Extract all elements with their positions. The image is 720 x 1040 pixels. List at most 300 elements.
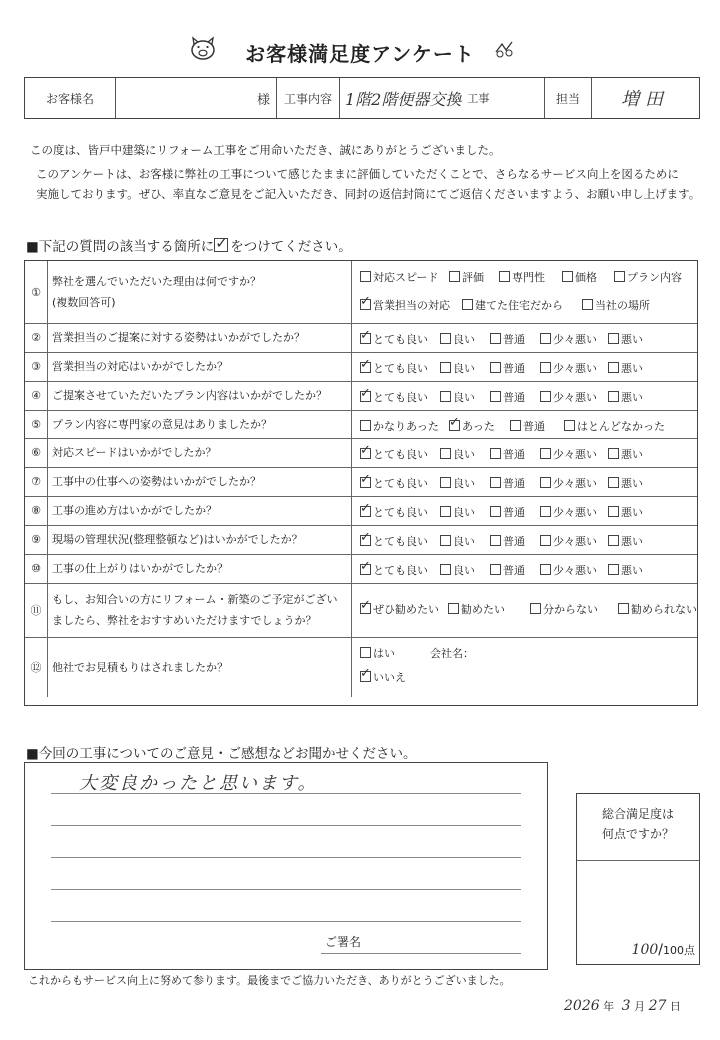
checkbox[interactable] xyxy=(360,294,371,310)
checkbox[interactable] xyxy=(440,391,451,402)
answer-option[interactable] xyxy=(608,331,643,347)
answer-option-label: 普通 xyxy=(503,362,525,375)
answer-option-label: 少々悪い xyxy=(553,448,597,461)
answer-option-label: 普通 xyxy=(503,391,525,404)
answer-option[interactable] xyxy=(490,562,525,578)
question-text xyxy=(48,261,348,323)
check-mark-icon: ✓ xyxy=(360,386,371,401)
answer-option-label: 分からない xyxy=(543,603,598,616)
answer-option[interactable] xyxy=(462,297,563,313)
checkbox[interactable] xyxy=(360,472,371,488)
answer-option[interactable] xyxy=(540,533,597,549)
checkbox[interactable] xyxy=(499,271,510,282)
question-text xyxy=(48,554,348,583)
survey-row xyxy=(25,496,697,526)
answer-option[interactable] xyxy=(540,504,597,520)
signature-label: ご署名 xyxy=(325,935,362,949)
answer-option-label: とても良い xyxy=(373,506,428,519)
flower-decoration-icon xyxy=(492,38,516,60)
staff-value: 増田 xyxy=(621,89,669,110)
answer-option[interactable] xyxy=(540,360,597,376)
answer-option-label: 悪い xyxy=(621,391,643,404)
question-number: ⑤ xyxy=(25,410,48,438)
answer-option-label: 少々悪い xyxy=(553,362,597,375)
question-text-line: 営業担当のご提案に対する姿勢はいかがでしたか？ xyxy=(52,331,305,344)
answer-option[interactable] xyxy=(499,269,545,285)
question-number: ⑩ xyxy=(25,554,48,583)
checkbox[interactable] xyxy=(449,415,460,431)
checkbox-sample-icon xyxy=(214,234,228,252)
answer-options xyxy=(351,438,697,467)
checkbox[interactable] xyxy=(360,386,371,402)
comments-text: 大変良かったと思います。 xyxy=(79,773,318,794)
check-mark-icon: ✓ xyxy=(360,530,371,545)
comment-line xyxy=(51,793,521,794)
answer-option-label: 悪い xyxy=(621,448,643,461)
answer-options xyxy=(351,554,697,583)
checkbox[interactable] xyxy=(448,603,459,614)
checkbox[interactable] xyxy=(530,603,541,614)
check-mark-icon: ✓ xyxy=(360,666,371,681)
answer-option[interactable] xyxy=(440,331,475,347)
answer-option[interactable] xyxy=(490,331,525,347)
question-text xyxy=(48,583,348,637)
question-text-line: (複数回答可) xyxy=(52,296,116,309)
checkbox[interactable] xyxy=(360,420,371,431)
answer-option[interactable] xyxy=(562,269,597,285)
checkbox[interactable] xyxy=(440,362,451,373)
customer-name-label: お客様名 xyxy=(45,91,94,106)
answer-option-label: 良い xyxy=(453,448,475,461)
checkbox[interactable] xyxy=(540,506,551,517)
question-text xyxy=(48,467,348,496)
answer-option-label: 普通 xyxy=(503,333,525,346)
checkbox[interactable] xyxy=(440,448,451,459)
answer-option-label: 良い xyxy=(453,391,475,404)
answer-option[interactable] xyxy=(360,598,439,617)
answer-option[interactable] xyxy=(449,415,495,434)
comment-line xyxy=(51,921,521,922)
signature-line[interactable] xyxy=(321,953,521,954)
answer-option-label: とても良い xyxy=(373,477,428,490)
checkbox[interactable] xyxy=(582,299,593,310)
question-text-line: 営業担当の対応はいかがでしたか？ xyxy=(52,360,228,373)
answer-option-label: 悪い xyxy=(621,535,643,548)
answer-option-label: 普通 xyxy=(523,420,545,433)
answer-option-label: 普通 xyxy=(503,535,525,548)
answer-option[interactable] xyxy=(360,666,406,685)
question-number: ② xyxy=(25,323,48,352)
work-suffix: 工事 xyxy=(467,92,490,105)
checkbox[interactable] xyxy=(608,448,619,459)
answer-option-label: 当社の場所 xyxy=(595,299,650,312)
comment-line xyxy=(51,825,521,826)
question-text-line: 工事の仕上がりはいかがでしたか？ xyxy=(52,562,228,575)
answer-option[interactable] xyxy=(540,446,597,462)
checkbox[interactable] xyxy=(360,598,371,614)
checkbox[interactable] xyxy=(440,535,451,546)
checkbox[interactable] xyxy=(490,391,501,402)
survey-row xyxy=(25,323,697,353)
answer-option[interactable] xyxy=(440,389,475,405)
question-number: ⑦ xyxy=(25,467,48,496)
answer-option[interactable] xyxy=(440,446,475,462)
answer-option-label: あった xyxy=(462,420,495,433)
check-mark-icon: ✓ xyxy=(360,598,371,613)
answer-option-label: 良い xyxy=(453,535,475,548)
checkbox[interactable] xyxy=(540,564,551,575)
question-text xyxy=(48,438,348,467)
checkbox[interactable] xyxy=(562,271,573,282)
checkbox[interactable] xyxy=(540,391,551,402)
checkbox[interactable] xyxy=(618,603,629,614)
question-text xyxy=(48,410,348,438)
question-number: ① xyxy=(25,261,48,323)
checkbox[interactable] xyxy=(490,506,501,517)
answer-option-label: 普通 xyxy=(503,564,525,577)
page-title: お客様満足度アンケート xyxy=(245,42,475,66)
checkbox[interactable] xyxy=(608,535,619,546)
checkbox[interactable] xyxy=(608,333,619,344)
answer-option-label: 勧めたい xyxy=(461,603,505,616)
staff-cell[interactable] xyxy=(591,78,699,118)
staff-label-cell xyxy=(545,78,592,118)
answer-option-label: 普通 xyxy=(503,506,525,519)
survey-heading-post: をつけてください。 xyxy=(230,239,352,255)
question-text xyxy=(48,323,348,352)
answer-option[interactable] xyxy=(540,331,597,347)
answer-option-label: 建てた住宅だから xyxy=(475,299,563,312)
answer-option[interactable] xyxy=(360,501,428,520)
answer-option[interactable] xyxy=(490,504,525,520)
question-text xyxy=(48,637,348,697)
answer-option-label: とても良い xyxy=(373,535,428,548)
answer-option[interactable] xyxy=(360,559,428,578)
question-text xyxy=(48,525,348,554)
comment-line xyxy=(51,889,521,890)
check-mark-icon: ✓ xyxy=(360,443,371,458)
answer-option-label: 対応スピード xyxy=(373,271,439,284)
work-label-cell xyxy=(277,78,340,118)
checkbox[interactable] xyxy=(490,333,501,344)
answer-option-label: 良い xyxy=(453,362,475,375)
intro-line-1: この度は、皆戸中建築にリフォーム工事をご用命いただき、誠にありがとうございました。 xyxy=(30,143,501,157)
answer-option-label: とても良い xyxy=(373,448,428,461)
question-text-line: ましたら、弊社をおすすめいただけますでしょうか？ xyxy=(52,614,317,627)
answer-option-label: 営業担当の対応 xyxy=(373,299,450,312)
score-question-line-2: 何点ですか？ xyxy=(601,827,674,841)
answer-options xyxy=(351,637,697,697)
date-month-unit: 月 xyxy=(634,1000,646,1013)
survey-row xyxy=(25,438,697,468)
checkbox[interactable] xyxy=(490,535,501,546)
answer-option[interactable] xyxy=(440,504,475,520)
answer-options xyxy=(351,525,697,554)
checkbox[interactable] xyxy=(614,271,625,282)
date-year: 2026 xyxy=(564,998,600,1014)
answer-option-label: 少々悪い xyxy=(553,391,597,404)
answer-options xyxy=(351,261,697,323)
answer-option[interactable] xyxy=(608,504,643,520)
answer-option[interactable] xyxy=(582,297,650,313)
answer-option[interactable] xyxy=(540,475,597,491)
question-text xyxy=(48,381,348,410)
question-text-line: もし、お知合いの方にリフォーム・新築のご予定がござい xyxy=(52,593,338,606)
answer-option[interactable] xyxy=(530,601,598,617)
checkbox[interactable] xyxy=(540,362,551,373)
checkbox[interactable] xyxy=(360,271,371,282)
answer-option-label: 良い xyxy=(453,506,475,519)
answer-option-label: プラン内容 xyxy=(627,271,682,284)
checkbox[interactable] xyxy=(564,420,575,431)
checkbox[interactable] xyxy=(540,535,551,546)
answer-option-label: 価格 xyxy=(575,271,597,284)
answer-option-label: 普通 xyxy=(503,477,525,490)
check-mark-icon: ✓ xyxy=(360,328,371,343)
score-divider xyxy=(577,860,699,861)
checkbox[interactable] xyxy=(440,477,451,488)
answer-option[interactable] xyxy=(360,357,428,376)
date-day-unit: 日 xyxy=(669,1000,681,1013)
checkbox[interactable] xyxy=(360,357,371,373)
answer-option[interactable] xyxy=(618,601,697,617)
answer-option-label: はとんどなかった xyxy=(577,420,665,433)
work-content-value: 1階2階便器交換 xyxy=(345,89,462,109)
question-number: ⑪ xyxy=(25,583,48,637)
checkbox[interactable] xyxy=(490,448,501,459)
question-number: ⑥ xyxy=(25,438,48,467)
date-day: 27 xyxy=(648,998,667,1014)
customer-name-label-cell xyxy=(25,78,116,118)
checkbox[interactable] xyxy=(608,564,619,575)
answer-options xyxy=(351,381,697,410)
answer-option[interactable] xyxy=(440,562,475,578)
answer-option[interactable] xyxy=(440,360,475,376)
checkbox[interactable] xyxy=(608,506,619,517)
checkbox[interactable] xyxy=(490,564,501,575)
checkbox[interactable] xyxy=(360,647,371,658)
answer-option-label: 良い xyxy=(453,333,475,346)
check-mark-icon: ✓ xyxy=(360,357,371,372)
overall-score-box xyxy=(576,793,700,965)
checkbox[interactable] xyxy=(360,328,371,344)
question-text xyxy=(48,352,348,381)
intro-line-3: 実施しております。ぜひ、率直なご意見をご記入いただき、同封の返信封筒にてご返信くださいますよう、お願い申し上げます。 xyxy=(36,187,701,201)
question-number: ⑨ xyxy=(25,525,48,554)
answer-option[interactable] xyxy=(608,446,643,462)
answer-options xyxy=(351,323,697,352)
answer-option[interactable] xyxy=(490,360,525,376)
survey-row xyxy=(25,554,697,584)
answer-options xyxy=(351,352,697,381)
customer-name-cell[interactable] xyxy=(115,78,277,118)
answer-option[interactable] xyxy=(360,386,428,405)
answer-option-label: 普通 xyxy=(503,448,525,461)
answer-option-label: 少々悪い xyxy=(553,506,597,519)
answer-option-label: いいえ xyxy=(373,671,406,684)
survey-row xyxy=(25,381,697,411)
checkbox[interactable] xyxy=(608,391,619,402)
checkbox[interactable] xyxy=(540,477,551,488)
answer-option[interactable] xyxy=(490,389,525,405)
question-text xyxy=(48,496,348,525)
question-text-line: 工事中の仕事への姿勢はいかがでしたか？ xyxy=(52,475,261,488)
survey-row xyxy=(25,410,697,439)
checkbox[interactable] xyxy=(360,559,371,575)
survey-row xyxy=(25,261,697,324)
checkbox[interactable] xyxy=(608,477,619,488)
score-suffix: 100点 xyxy=(663,944,695,957)
answer-option[interactable] xyxy=(608,360,643,376)
answer-option[interactable] xyxy=(614,269,682,285)
answer-option[interactable] xyxy=(540,389,597,405)
checkbox[interactable] xyxy=(360,530,371,546)
answer-option-label: 良い xyxy=(453,564,475,577)
answer-option[interactable] xyxy=(608,533,643,549)
checkbox[interactable] xyxy=(540,333,551,344)
answer-option[interactable] xyxy=(540,562,597,578)
score-question xyxy=(577,804,699,844)
answer-option-label: 評価 xyxy=(462,271,484,284)
answer-option-label: 少々悪い xyxy=(553,564,597,577)
checkbox[interactable] xyxy=(462,299,473,310)
check-mark-icon: ✓ xyxy=(360,501,371,516)
comment-line xyxy=(51,857,521,858)
answer-option[interactable] xyxy=(490,446,525,462)
answer-options xyxy=(351,467,697,496)
survey-row xyxy=(25,467,697,497)
answer-option[interactable] xyxy=(440,475,475,491)
answer-option-label: とても良い xyxy=(373,333,428,346)
answer-option-label: 少々悪い xyxy=(553,477,597,490)
answer-option[interactable] xyxy=(360,443,428,462)
answer-options xyxy=(351,496,697,525)
answer-option-label: 少々悪い xyxy=(553,535,597,548)
check-mark-icon: ✓ xyxy=(360,294,371,309)
checkbox[interactable] xyxy=(360,501,371,517)
question-text-line: 弊社を選んでいただいた理由は何ですか？ xyxy=(52,275,261,288)
answer-option[interactable] xyxy=(360,645,395,661)
customer-honorific: 様 xyxy=(256,92,270,108)
answer-option[interactable] xyxy=(448,601,505,617)
checkbox[interactable] xyxy=(440,333,451,344)
footer-text: これからもサービス向上に努めて参ります。最後までご協力いただき、ありがとうございました。 xyxy=(28,974,511,987)
checkbox[interactable] xyxy=(490,362,501,373)
answer-option-label: 専門性 xyxy=(512,271,545,284)
question-number: ⑧ xyxy=(25,496,48,525)
answer-option-label: 良い xyxy=(453,477,475,490)
answer-option[interactable] xyxy=(360,472,428,491)
check-mark-icon: ✓ xyxy=(360,559,371,574)
answer-option[interactable] xyxy=(449,269,484,285)
survey-table xyxy=(24,260,698,706)
answer-option[interactable] xyxy=(440,533,475,549)
survey-row xyxy=(25,525,697,555)
score-value: 100 xyxy=(631,942,659,958)
answer-option[interactable] xyxy=(490,475,525,491)
question-text-line: 工事の進め方はいかがでしたか？ xyxy=(52,504,217,517)
checkbox[interactable] xyxy=(360,443,371,459)
answer-option-label: 悪い xyxy=(621,362,643,375)
survey-row xyxy=(25,637,697,697)
answer-option-label: かなりあった xyxy=(373,420,439,433)
answer-option-label: とても良い xyxy=(373,362,428,375)
answer-options xyxy=(351,410,697,438)
checkbox[interactable] xyxy=(510,420,521,431)
answer-option-label: 少々悪い xyxy=(553,333,597,346)
survey-heading xyxy=(26,235,352,255)
checkbox[interactable] xyxy=(440,506,451,517)
answer-option[interactable] xyxy=(360,530,428,549)
checkbox[interactable] xyxy=(449,271,460,282)
answer-option[interactable] xyxy=(510,418,545,434)
question-number: ④ xyxy=(25,381,48,410)
work-content-label: 工事内容 xyxy=(283,91,332,106)
comments-heading: ■今回の工事についてのご意見・ご感想などお聞かせください。 xyxy=(26,746,417,762)
survey-row xyxy=(25,583,697,638)
checkbox[interactable] xyxy=(440,564,451,575)
question-text-line: 他社でお見積もりはされましたか？ xyxy=(52,660,228,674)
answer-options xyxy=(351,583,697,637)
checkbox[interactable] xyxy=(540,448,551,459)
checkbox[interactable] xyxy=(360,666,371,682)
comments-box[interactable] xyxy=(24,762,548,970)
check-mark-icon: ✓ xyxy=(449,415,460,430)
question-text-line: プラン内容に専門家の意見はありましたか？ xyxy=(52,417,272,431)
answer-option[interactable] xyxy=(608,389,643,405)
date-field[interactable] xyxy=(564,998,681,1014)
answer-option[interactable] xyxy=(608,562,643,578)
question-number: ⑫ xyxy=(25,637,48,697)
answer-option-label: 悪い xyxy=(621,506,643,519)
work-content-cell[interactable] xyxy=(339,78,545,118)
check-mark-icon: ✓ xyxy=(215,234,228,252)
answer-option-label: 悪い xyxy=(621,477,643,490)
company-name-label: 会社名： xyxy=(430,647,474,660)
answer-option[interactable] xyxy=(608,475,643,491)
answer-option-label: ぜひ勧めたい xyxy=(373,603,439,616)
answer-option[interactable] xyxy=(564,418,665,434)
survey-row xyxy=(25,352,697,382)
answer-option-label: 勧められない xyxy=(631,603,697,616)
answer-option[interactable] xyxy=(360,294,450,313)
date-month: 3 xyxy=(621,998,631,1014)
answer-option[interactable] xyxy=(490,533,525,549)
answer-option-label: 悪い xyxy=(621,564,643,577)
intro-line-2: このアンケートは、お客様に弊社の工事について感じたままに評価していただくことで、さらなるサービス向上を図るために xyxy=(36,167,679,181)
survey-heading-pre: ■下記の質問の該当する箇所に xyxy=(26,239,215,255)
check-mark-icon: ✓ xyxy=(360,472,371,487)
question-text-line: 現場の管理状況(整理整頓など)はいかがでしたか？ xyxy=(52,533,303,546)
answer-option-label: とても良い xyxy=(373,564,428,577)
answer-option[interactable] xyxy=(360,418,439,434)
answer-option[interactable] xyxy=(360,269,439,285)
score-answer[interactable]: 100/100点 xyxy=(631,942,695,958)
date-year-unit: 年 xyxy=(603,1000,615,1013)
answer-option-label: 悪い xyxy=(621,333,643,346)
score-question-line-1: 総合満足度は xyxy=(601,807,674,821)
answer-option[interactable] xyxy=(360,328,428,347)
question-text-line: 対応スピードはいかがでしたか？ xyxy=(52,446,217,459)
customer-info-table xyxy=(24,77,700,119)
question-number: ③ xyxy=(25,352,48,381)
staff-label: 担当 xyxy=(555,91,580,106)
checkbox[interactable] xyxy=(608,362,619,373)
question-text-line: ご提案させていただいたプラン内容はいかがでしたか？ xyxy=(52,389,327,402)
answer-option-label: はい xyxy=(373,647,395,660)
answer-option-label: とても良い xyxy=(373,391,428,404)
checkbox[interactable] xyxy=(490,477,501,488)
